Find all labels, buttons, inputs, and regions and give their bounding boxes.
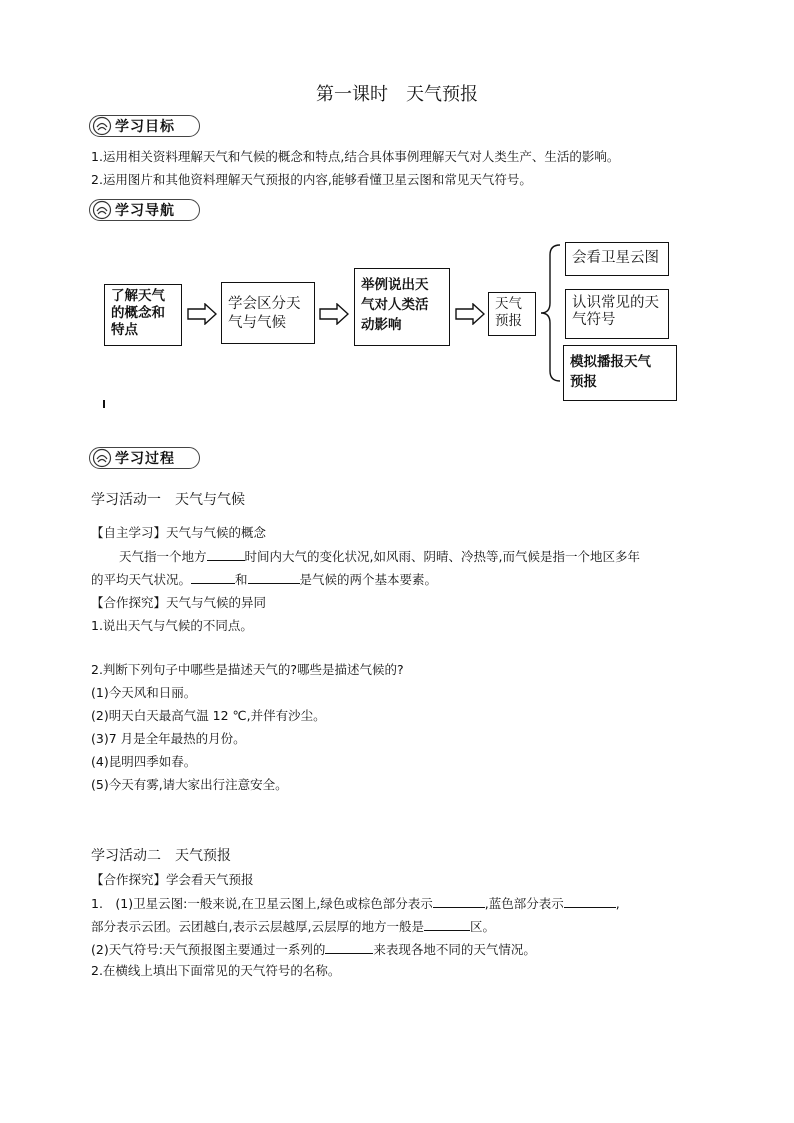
tag-label: 【自主学习】 (91, 525, 167, 540)
flow-text: 预报 (570, 374, 597, 390)
flow-text: 模拟播报天气 (570, 354, 651, 370)
blank-symbols[interactable] (325, 941, 373, 954)
section-label: 学习过程 (115, 451, 175, 467)
tag-label: 【合作探究】 (91, 595, 167, 610)
flow-step-forecast (488, 292, 536, 336)
section-label: 学习目标 (115, 119, 175, 135)
arrow-right-icon (187, 303, 217, 325)
text-segment: 部分表示云团。云团越白,表示云层越厚,云层厚的地方一般是 (91, 919, 424, 934)
flow-text: 认识常见的天 (572, 295, 659, 311)
curly-brace-icon (538, 243, 562, 383)
symbols-instruction: 2.在横线上填出下面常见的天气符号的名称。 (91, 963, 341, 978)
text-segment: 的平均天气状况。 (91, 572, 192, 587)
flow-text: 预报 (495, 313, 522, 329)
blank-element-2[interactable] (248, 571, 300, 584)
topic-label: 天气与气候的异同 (166, 595, 267, 610)
question-2: 2.判断下列句子中哪些是描述天气的?哪些是描述气候的? (91, 662, 404, 677)
blank-time[interactable] (207, 548, 245, 561)
flow-branch-broadcast (563, 345, 677, 401)
section-label: 学习导航 (115, 203, 175, 219)
tag-label: 【合作探究】 (91, 872, 167, 887)
statement-item: (1)今天风和日丽。 (91, 685, 197, 700)
flow-text: 气与气候 (228, 315, 286, 331)
text-segment: 时间内大气的变化状况,如风雨、阴晴、冷热等,而气候是指一个地区多年 (244, 549, 640, 564)
flow-text: 气符号 (572, 312, 616, 328)
flow-branch-symbols (565, 289, 669, 339)
swirl-icon (92, 200, 112, 220)
cooperation-heading (91, 595, 266, 611)
fill-paragraph-line-2 (91, 571, 437, 588)
cooperation-heading-2 (91, 872, 254, 888)
text-segment: ,蓝色部分表示 (484, 896, 564, 911)
swirl-icon (92, 116, 112, 136)
blank-element-1[interactable] (191, 571, 235, 584)
arrow-right-icon (455, 303, 485, 325)
section-badge-guide (89, 199, 200, 221)
cloud-map-line-1 (91, 895, 620, 912)
flow-step-distinguish (221, 282, 315, 344)
page-title: 第一课时 天气预报 (316, 84, 478, 105)
section-badge-process (89, 447, 200, 469)
activity-1-title: 学习活动一 天气与气候 (91, 492, 245, 508)
symbols-line (91, 941, 536, 958)
activity-2-title: 学习活动二 天气预报 (91, 848, 231, 864)
flow-text: 特点 (111, 322, 138, 338)
blank-blue[interactable] (564, 895, 616, 908)
flow-step-impact (354, 268, 450, 346)
text-segment: (2)天气符号:天气预报图主要通过一系列的 (91, 942, 326, 957)
arrow-right-icon (319, 303, 349, 325)
flow-text: 举例说出天 (361, 277, 429, 293)
flow-text: 动影响 (361, 317, 402, 333)
question-1: 1.说出天气与气候的不同点。 (91, 618, 253, 633)
flow-text: 学会区分天 (228, 296, 301, 312)
swirl-icon (92, 448, 112, 468)
flow-branch-cloud-map (565, 242, 669, 276)
statement-item: (4)昆明四季如春。 (91, 754, 197, 769)
blank-weather-area[interactable] (424, 918, 470, 931)
goal-item-1: 1.运用相关资料理解天气和气候的概念和特点,结合具体事例理解天气对人类生产、生活的影响。 (91, 149, 620, 164)
topic-label: 学会看天气预报 (166, 872, 254, 887)
topic-label: 天气与气候的概念 (166, 525, 267, 540)
blank-green-brown[interactable] (433, 895, 485, 908)
flow-text: 会看卫星云图 (572, 250, 659, 266)
text-segment: 1. (1)卫星云图:一般来说,在卫星云图上,绿色或棕色部分表示 (91, 896, 433, 911)
flow-text: 天气 (495, 296, 522, 312)
self-study-heading (91, 525, 266, 541)
stray-mark (103, 400, 105, 408)
statement-item: (5)今天有雾,请大家出行注意安全。 (91, 777, 288, 792)
text-segment: 和 (235, 572, 248, 587)
text-segment: 是气候的两个基本要素。 (299, 572, 438, 587)
text-segment: 天气指一个地方 (119, 549, 207, 564)
statement-item: (2)明天白天最高气温 12 ℃,并伴有沙尘。 (91, 708, 326, 723)
flow-text: 的概念和 (111, 305, 165, 321)
text-segment: 来表现各地不同的天气情况。 (373, 942, 536, 957)
fill-paragraph-line-1 (119, 548, 640, 565)
text-segment: , (615, 896, 620, 911)
statement-item: (3)7 月是全年最热的月份。 (91, 731, 246, 746)
text-segment: 区。 (469, 919, 495, 934)
section-badge-goals (89, 115, 200, 137)
cloud-map-line-2 (91, 918, 495, 935)
flow-step-concept (104, 284, 182, 346)
goal-item-2: 2.运用图片和其他资料理解天气预报的内容,能够看懂卫星云图和常见天气符号。 (91, 172, 532, 187)
flow-text: 了解天气 (111, 288, 165, 304)
flow-text: 气对人类活 (361, 297, 429, 313)
